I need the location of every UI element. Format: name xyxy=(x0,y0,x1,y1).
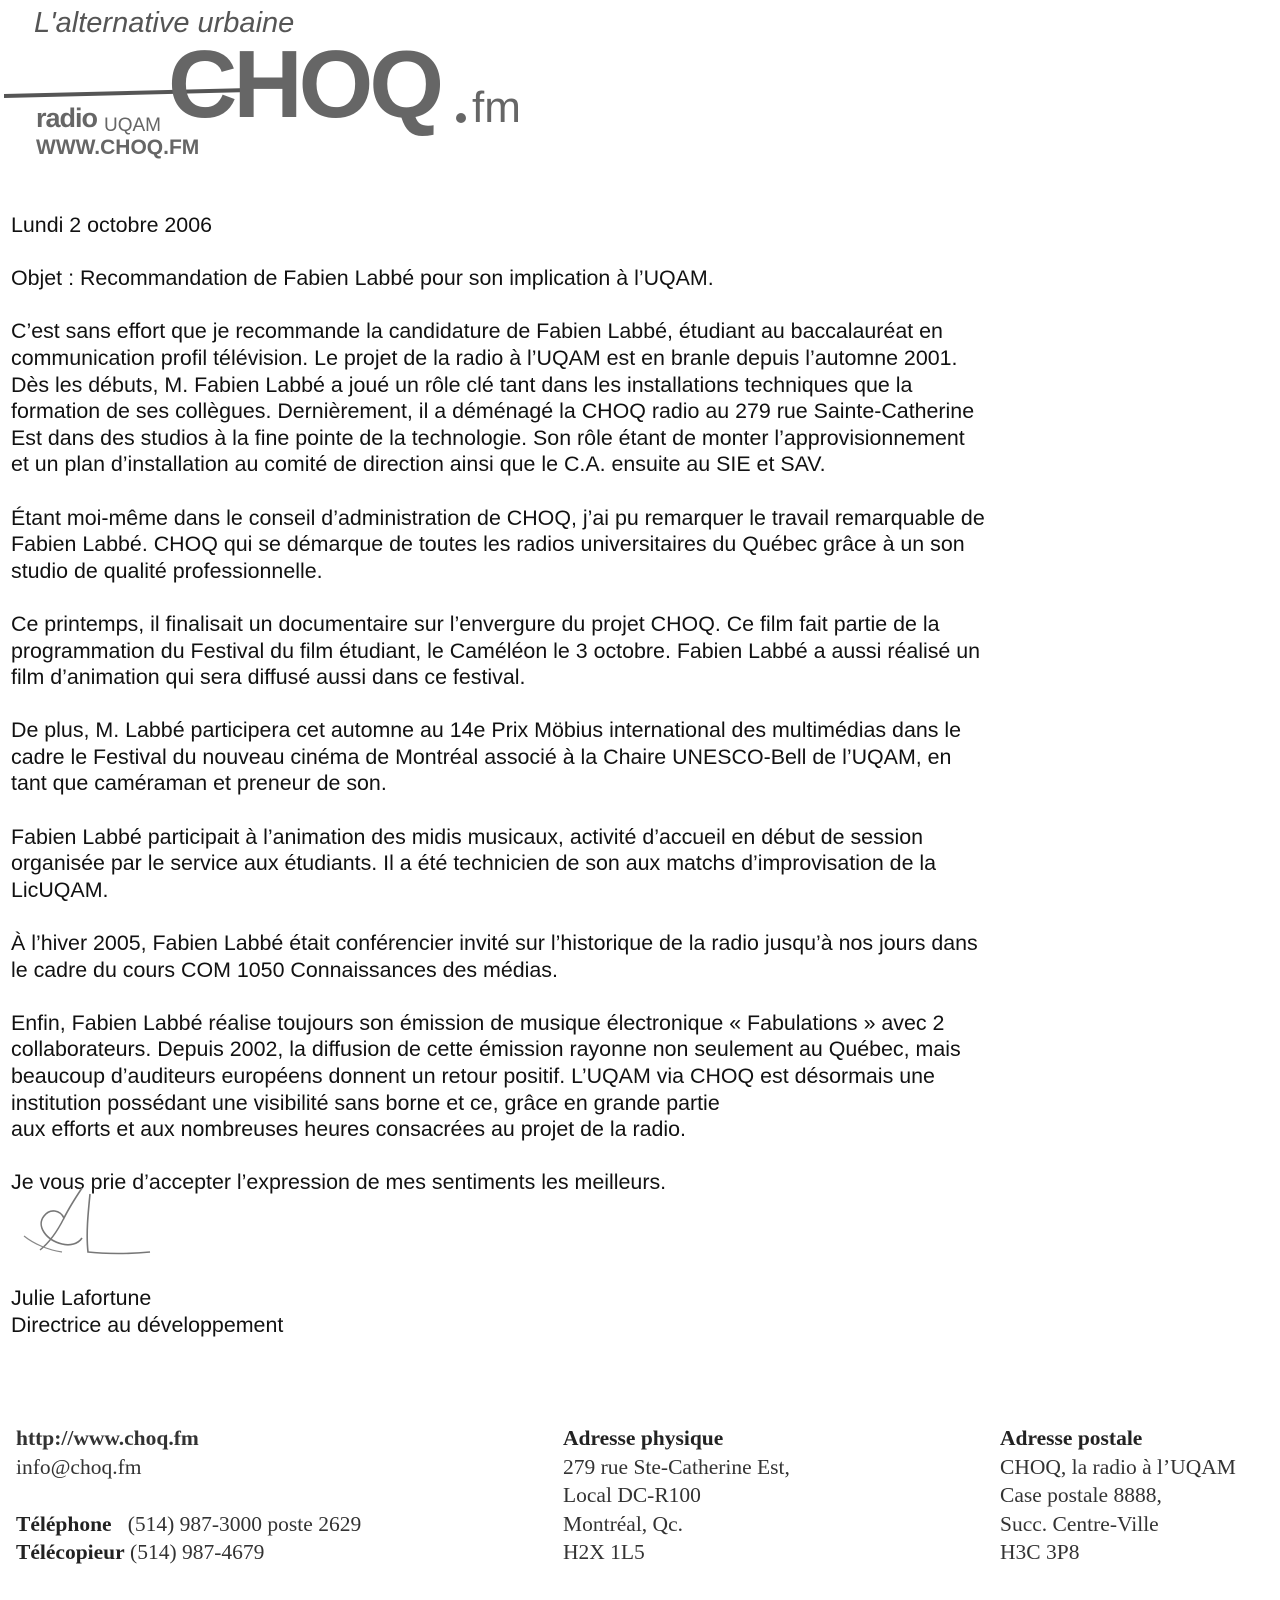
footer-phone-label: Téléphone xyxy=(16,1511,112,1536)
footer-fax-value: (514) 987-4679 xyxy=(130,1540,265,1564)
logo-website: WWW.CHOQ.FM xyxy=(36,136,200,159)
footer-physical-heading: Adresse physique xyxy=(563,1426,724,1450)
footer-fax-label: Télécopieur xyxy=(16,1540,125,1564)
footer-postal-address xyxy=(1000,1424,1236,1567)
logo-brand: CHOQ xyxy=(168,31,440,138)
footer-postal-line: Succ. Centre-Ville xyxy=(1000,1511,1159,1536)
letter-closing: Je vous prie d’accepter l’expression de mes sentiments les meilleurs. xyxy=(11,1170,667,1195)
footer-postal-line: Case postale 8888, xyxy=(1000,1483,1162,1507)
letter-paragraph: C’est sans effort que je recommande la candidature de Fabien Labbé, étudiant au baccalauréat en communication profil télévision. Le projet de la radio à l’UQAM est en branle depuis l’automne 2001. Dès les débuts, M. Fabien Labbé a joué un rôle clé tant dans les installations techniques que la formation de ses collègues. Dernièrement, il a déménagé la CHOQ radio au 279 rue Sainte-Catherine Est dans des studios à la fine pointe de la technologie. Son rôle étant de monter l’approvisionnement et un plan d’installation au comité de direction ainsi que le C.A. ensuite au SIE et SAV. xyxy=(11,319,975,477)
letter-paragraph: Ce printemps, il finalisait un documentaire sur l’envergure du projet CHOQ. Ce film fait partie de la programmation du Festival du film étudiant, le Caméléon le 3 octobre. Fabien Labbé a aussi réalisé un film d’animation qui sera diffusé aussi dans ce festival. xyxy=(11,611,981,690)
footer-postal-line: H3C 3P8 xyxy=(1000,1540,1080,1564)
footer-physical-address xyxy=(563,1424,790,1567)
footer-email-link[interactable]: info@choq.fm xyxy=(16,1454,142,1479)
letter-paragraph: Étant moi-même dans le conseil d’administration de CHOQ, j’ai pu remarquer le travail remarquable de Fabien Labbé. CHOQ qui se démarque de toutes les radios universitaires du Québec grâce à un son studio de qualité professionnelle. xyxy=(11,505,985,583)
letter-date: Lundi 2 octobre 2006 xyxy=(11,213,212,237)
signer-block xyxy=(11,1285,283,1338)
footer-contact-column xyxy=(16,1424,361,1567)
footer-postal-heading: Adresse postale xyxy=(1000,1426,1143,1450)
footer-physical-line: 279 rue Ste-Catherine Est, xyxy=(563,1454,790,1479)
letter-paragraph: À l’hiver 2005, Fabien Labbé était conférencier invité sur l’historique de la radio jusqu’à nos jours dans le cadre du cours COM 1050 Connaissances des médias. xyxy=(11,931,978,982)
signer-title: Directrice au développement xyxy=(11,1312,284,1337)
choq-fm-logo xyxy=(0,0,540,170)
logo-dot xyxy=(456,113,466,123)
footer-phone-value: (514) 987-3000 poste 2629 xyxy=(127,1511,362,1536)
letter-paragraph: Fabien Labbé participait à l’animation des midis musicaux, activité d’accueil en début de session organisée par le service aux étudiants. Il a été technicien de son aux matchs d’improvisation de la LicUQAM. xyxy=(11,824,937,902)
logo-tagline: L'alternative urbaine xyxy=(34,7,295,39)
letter-body xyxy=(11,212,1273,1223)
logo-graphic xyxy=(0,0,540,170)
footer-physical-line: Local DC-R100 xyxy=(563,1483,701,1507)
signature-scribble xyxy=(10,1180,160,1280)
footer-physical-line: Montréal, Qc. xyxy=(563,1511,684,1536)
signer-name: Julie Lafortune xyxy=(11,1286,152,1310)
logo-radio-label: radio xyxy=(36,103,98,133)
footer-postal-line: CHOQ, la radio à l’UQAM xyxy=(1000,1454,1236,1479)
letter-paragraph: Enfin, Fabien Labbé réalise toujours son émission de musique électronique « Fabulations » avec 2 collaborateurs. Depuis 2002, la diffusion de cette émission rayonne non seulement au Québec, mais beaucoup d’auditeurs européens donnent un retour positif. L’UQAM via CHOQ est désormais une institution possédant une visibilité sans borne et ce, grâce en grande partie aux efforts et aux nombreuses heures consacrées au projet de la radio. xyxy=(11,1010,961,1142)
signature-image xyxy=(10,1180,160,1280)
letter-paragraph: De plus, M. Labbé participera cet automne au 14e Prix Möbius international des multimédias dans le cadre le Festival du nouveau cinéma de Montréal associé à la Chaire UNESCO-Bell de l’UQAM, en tant que caméraman et preneur de son. xyxy=(11,718,962,796)
logo-fm-suffix: fm xyxy=(472,83,521,132)
footer-physical-line: H2X 1L5 xyxy=(563,1540,645,1564)
logo-uqam-label: UQAM xyxy=(104,115,161,136)
footer-website-link[interactable]: http://www.choq.fm xyxy=(16,1426,199,1450)
letter-subject: Objet : Recommandation de Fabien Labbé pour son implication à l’UQAM. xyxy=(11,266,714,291)
